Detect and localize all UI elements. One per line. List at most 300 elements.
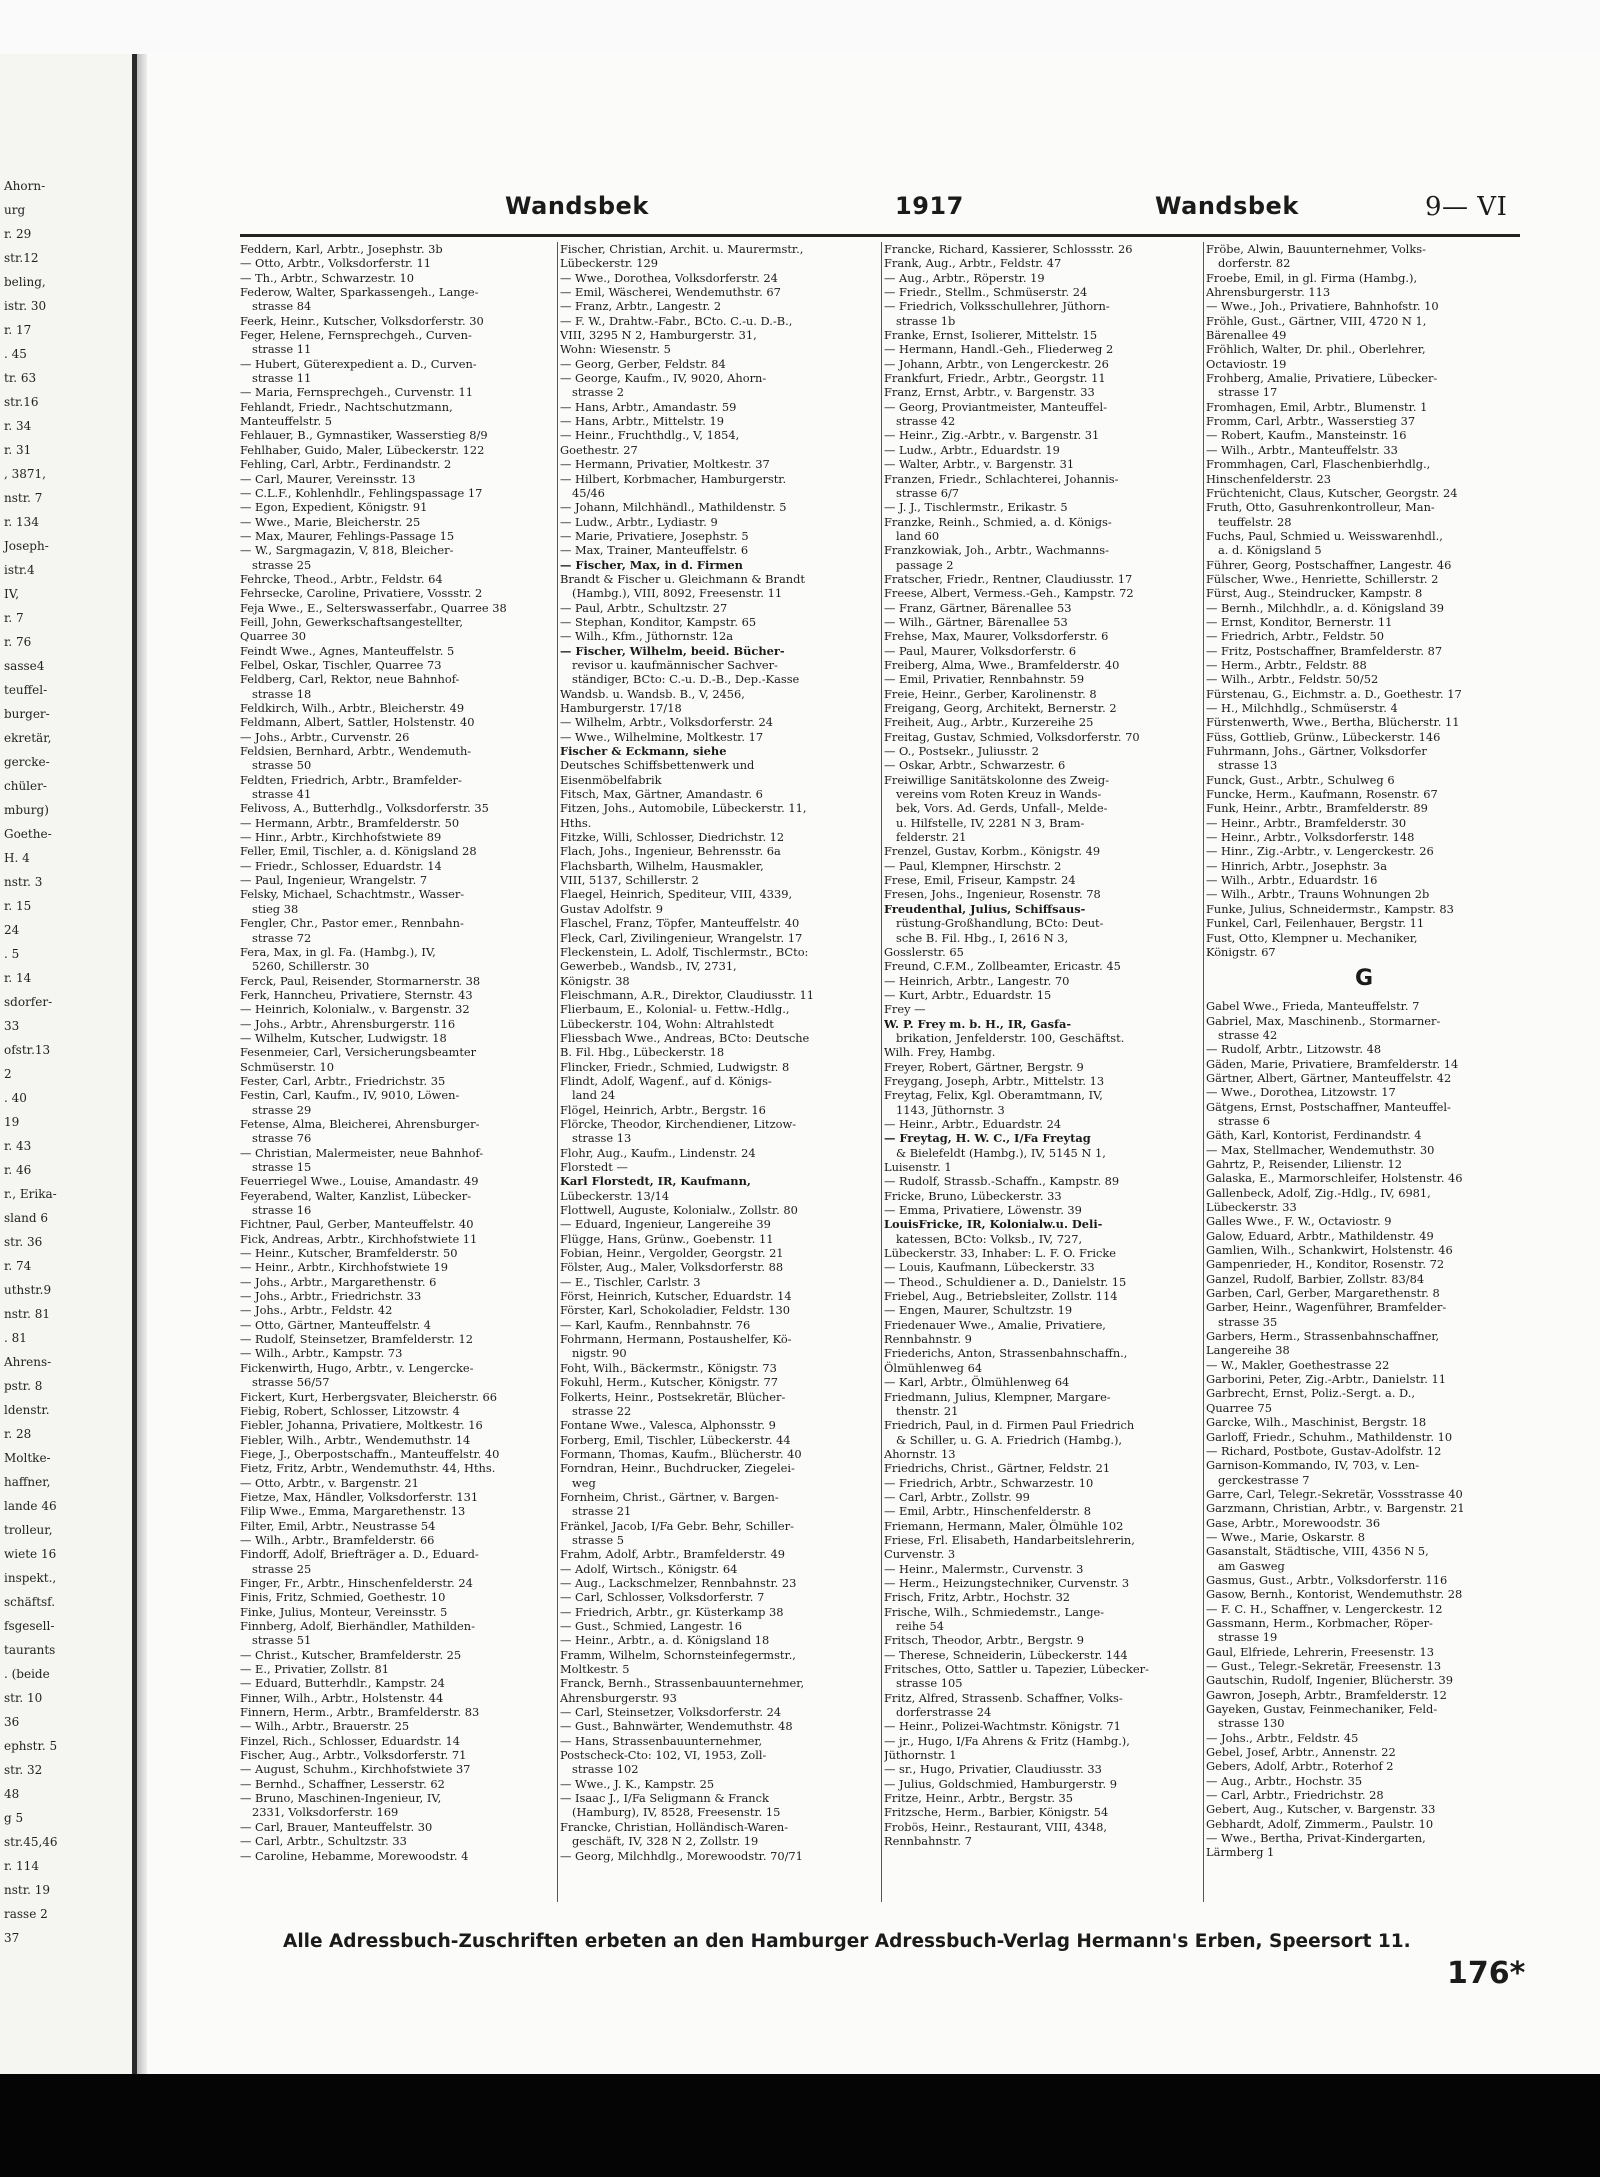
directory-column-1: [240, 242, 554, 1902]
edge-text-fragment: 24: [4, 923, 20, 937]
directory-entry-line: Garben, Carl, Gerber, Margarethenstr. 8: [1206, 1286, 1440, 1301]
directory-entry-line: — Carl, Schlosser, Volksdorferstr. 7: [560, 1590, 765, 1605]
directory-entry-line: — Heinr., Arbtr., Eduardstr. 24: [884, 1116, 1062, 1131]
edge-text-fragment: rasse 2: [4, 1907, 48, 1921]
directory-entry-line: revisor u. kaufmännischer Sachver-: [572, 657, 778, 672]
directory-entry-line: Octaviostr. 19: [1206, 356, 1287, 371]
edge-text-fragment: str. 32: [4, 1763, 43, 1777]
directory-entry-line: — Wilh., Arbtr., Trauns Wohnungen 2b: [1206, 887, 1430, 902]
directory-entry-line: Feldten, Friedrich, Arbtr., Bramfelder-: [240, 772, 462, 787]
directory-entry-line: Freudenthal, Julius, Schiffsaus-: [884, 901, 1086, 916]
directory-entry-line: — Eduard, Butterhdlr., Kampstr. 24: [240, 1676, 445, 1691]
directory-entry-line: — Gust., Schmied, Langestr. 16: [560, 1619, 743, 1633]
directory-entry-line: Gärtner, Albert, Gärtner, Manteuffelstr. 42: [1206, 1070, 1452, 1085]
directory-entry-line: Fischer, Aug., Arbtr., Volksdorferstr. 71: [240, 1748, 467, 1763]
directory-entry-line: — Carl, Maurer, Vereinsstr. 13: [240, 471, 416, 486]
directory-entry-line: Fratscher, Friedr., Rentner, Claudiusstr. 17: [884, 571, 1133, 586]
directory-entry-line: — Paul, Klempner, Hirschstr. 2: [884, 858, 1062, 873]
directory-entry-line: Fitzke, Willi, Schlosser, Diedrichstr. 12: [560, 830, 785, 845]
directory-entry-line: Friebel, Aug., Betriebsleiter, Zollstr. 114: [884, 1289, 1118, 1304]
directory-entry-line: Lübeckerstr. 129: [560, 256, 658, 271]
directory-entry-line: Ferck, Paul, Reisender, Stormarnerstr. 38: [240, 973, 481, 988]
directory-entry-line: Gebers, Adolf, Arbtr., Roterhof 2: [1206, 1759, 1394, 1774]
edge-text-fragment: teuffel-: [4, 683, 48, 697]
directory-entry-line: — Herm., Arbtr., Feldstr. 88: [1206, 657, 1367, 672]
directory-entry-line: Gasanstalt, Städtische, VIII, 4356 N 5,: [1206, 1544, 1429, 1559]
directory-entry-line: VIII, 3295 N 2, Hamburgerstr. 31,: [560, 328, 757, 343]
edge-text-fragment: Moltke-: [4, 1451, 51, 1465]
edge-text-fragment: 36: [4, 1715, 20, 1729]
directory-entry-line: bek, Vors. Ad. Gerds, Unfall-, Melde-: [896, 801, 1108, 816]
edge-text-fragment: r. 46: [4, 1163, 32, 1177]
directory-entry-line: Fülscher, Wwe., Henriette, Schillerstr. 2: [1206, 571, 1439, 586]
edge-text-fragment: r. 17: [4, 323, 32, 337]
directory-entry-line: — Heinr., Polizei-Wachtmstr. Königstr. 71: [884, 1719, 1121, 1734]
directory-entry-line: Brandt & Fischer u. Gleichmann & Brandt: [560, 571, 805, 586]
directory-entry-line: — Johs., Arbtr., Feldstr. 45: [1206, 1730, 1359, 1745]
directory-entry-line: — Engen, Maurer, Schultzstr. 19: [884, 1303, 1073, 1318]
directory-entry-line: Quarree 75: [1206, 1400, 1272, 1415]
directory-entry-line: — Rudolf, Steinsetzer, Bramfelderstr. 12: [240, 1332, 474, 1347]
directory-entry-line: Fiebler, Johanna, Privatiere, Moltkestr. 16: [240, 1418, 483, 1433]
directory-entry-line: am Gasweg: [1218, 1558, 1285, 1573]
directory-entry-line: — Adolf, Wirtsch., Königstr. 64: [560, 1561, 738, 1576]
directory-entry-line: — Karl, Arbtr., Ölmühlenweg 64: [884, 1375, 1070, 1390]
directory-entry-line: Finger, Fr., Arbtr., Hinschenfelderstr. 24: [240, 1575, 473, 1590]
directory-entry-line: Gabriel, Max, Maschinenb., Stormarner-: [1206, 1013, 1441, 1028]
directory-entry-line: stieg 38: [252, 901, 299, 916]
directory-entry-line: Lübeckerstr. 33: [1206, 1200, 1297, 1214]
directory-entry-line: Frohberg, Amalie, Privatiere, Lübecker-: [1206, 371, 1438, 386]
directory-entry-line: Finner, Wilh., Arbtr., Holstenstr. 44: [240, 1690, 444, 1705]
directory-entry-line: Fera, Max, in gl. Fa. (Hambg.), IV,: [240, 944, 436, 959]
column-divider: [881, 242, 882, 1902]
directory-entry-line: Felsky, Michael, Schachtmstr., Wasser-: [240, 887, 465, 902]
directory-entry-line: Fromhagen, Emil, Arbtr., Blumenstr. 1: [1206, 399, 1428, 414]
directory-entry-line: — Wwe., Dorothea, Litzowstr. 17: [1206, 1085, 1396, 1100]
directory-entry-line: — Hinrich, Arbtr., Josephstr. 3a: [1206, 858, 1388, 873]
edge-text-fragment: istr. 30: [4, 299, 47, 313]
directory-entry-line: — F. W., Drahtw.-Fabr., BCto. C.-u. D.-B.,: [560, 313, 793, 328]
directory-entry-line: — Franz, Gärtner, Bärenallee 53: [884, 600, 1072, 615]
directory-entry-line: Franz, Ernst, Arbtr., v. Bargenstr. 33: [884, 385, 1095, 400]
edge-text-fragment: lande 46: [4, 1499, 57, 1513]
directory-entry-line: Flörcke, Theodor, Kirchendiener, Litzow-: [560, 1116, 797, 1131]
directory-entry-line: — Friedrich, Arbtr., Feldstr. 50: [1206, 629, 1384, 644]
edge-text-fragment: schäftsf.: [4, 1595, 56, 1609]
directory-entry-line: sche B. Fil. Hbg., I, 2616 N 3,: [896, 930, 1069, 945]
directory-entry-line: strasse 84: [252, 299, 312, 314]
directory-entry-line: Gassmann, Herm., Korbmacher, Röper-: [1206, 1615, 1433, 1630]
edge-text-fragment: ekretär,: [4, 731, 52, 745]
directory-entry-line: — O., Postsekr., Juliusstr. 2: [884, 744, 1040, 759]
directory-entry-line: Feddern, Karl, Arbtr., Josephstr. 3b: [240, 242, 443, 256]
directory-entry-line: Fohrmann, Hermann, Postaushelfer, Kö-: [560, 1332, 792, 1347]
directory-entry-line: Feldkirch, Wilh., Arbtr., Bleicherstr. 49: [240, 701, 465, 715]
directory-entry-line: — Heinr., Zig.-Arbtr., v. Bargenstr. 31: [884, 428, 1100, 443]
edge-text-fragment: ldenstr.: [4, 1403, 50, 1417]
directory-entry-line: Frank, Aug., Arbtr., Feldstr. 47: [884, 256, 1062, 271]
edge-text-fragment: r. 31: [4, 443, 32, 457]
directory-entry-line: Gabel Wwe., Frieda, Manteuffelstr. 7: [1206, 999, 1420, 1014]
scan-top-margin: [0, 0, 1600, 54]
directory-entry-line: strasse 72: [252, 930, 312, 945]
directory-entry-line: Fiebig, Robert, Schlosser, Litzowstr. 4: [240, 1403, 460, 1418]
edge-text-fragment: str.12: [4, 251, 39, 265]
directory-entry-line: — Heinrich, Arbtr., Langestr. 70: [884, 973, 1070, 988]
directory-entry-line: — Aug., Arbtr., Hochstr. 35: [1206, 1773, 1363, 1788]
directory-entry-line: dorferstrasse 24: [896, 1705, 992, 1720]
directory-entry-line: Fehlandt, Friedr., Nachtschutzmann,: [240, 399, 453, 414]
directory-entry-line: — Rudolf, Strassb.-Schaffn., Kampstr. 89: [884, 1174, 1120, 1189]
edge-text-fragment: . 5: [4, 947, 20, 961]
directory-entry-line: Flügge, Hans, Grünw., Goebenstr. 11: [560, 1231, 774, 1246]
directory-entry-line: — Aug., Lackschmelzer, Rennbahnstr. 23: [560, 1575, 797, 1590]
edge-text-fragment: mburg): [4, 803, 49, 817]
directory-entry-line: Frisch, Fritz, Arbtr., Hochstr. 32: [884, 1590, 1071, 1605]
directory-entry-line: Königstr. 67: [1206, 944, 1276, 959]
directory-entry-line: Fischer & Eckmann, siehe: [560, 744, 727, 759]
directory-entry-line: strasse 13: [572, 1131, 632, 1146]
directory-entry-line: Gahrtz, P., Reisender, Lilienstr. 12: [1206, 1156, 1402, 1171]
directory-entry-line: Friederichs, Anton, Strassenbahnschaffn.,: [884, 1346, 1128, 1361]
edge-text-fragment: taurants: [4, 1643, 56, 1657]
directory-entry-line: Galles Wwe., F. W., Octaviostr. 9: [1206, 1214, 1392, 1229]
directory-entry-line: Froebe, Emil, in gl. Firma (Hambg.),: [1206, 270, 1418, 285]
directory-entry-line: — Maria, Fernsprechgeh., Curvenstr. 11: [240, 385, 474, 400]
directory-entry-line: Federow, Walter, Sparkassengeh., Lange-: [240, 285, 479, 300]
directory-entry-line: — sr., Hugo, Privatier, Claudiusstr. 33: [884, 1762, 1102, 1777]
directory-entry-line: — Georg, Proviantmeister, Manteuffel-: [884, 399, 1107, 414]
edge-text-fragment: pstr. 8: [4, 1379, 43, 1393]
directory-entry-line: Gäth, Karl, Kontorist, Ferdinandstr. 4: [1206, 1128, 1422, 1143]
directory-entry-line: reihe 54: [896, 1619, 945, 1633]
directory-entry-line: felderstr. 21: [896, 830, 967, 845]
directory-entry-line: — Emil, Wäscherei, Wendemuthstr. 67: [560, 285, 781, 300]
directory-entry-line: Fontane Wwe., Valesca, Alphonsstr. 9: [560, 1418, 776, 1433]
directory-entry-line: geschäft, IV, 328 N 2, Zollstr. 19: [572, 1834, 759, 1849]
directory-entry-line: Gäden, Marie, Privatiere, Bramfelderstr. 14: [1206, 1056, 1459, 1071]
directory-entry-line: Feger, Helene, Fernsprechgeh., Curven-: [240, 328, 472, 343]
directory-entry-line: — Aug., Arbtr., Röperstr. 19: [884, 270, 1045, 285]
directory-entry-line: & Bielefeldt (Hambg.), IV, 5145 N 1,: [896, 1145, 1106, 1160]
directory-entry-line: strasse 41: [252, 787, 312, 802]
directory-entry-line: Gautschin, Rudolf, Ingenier, Blücherstr. 39: [1206, 1673, 1453, 1688]
directory-entry-line: Finnern, Herm., Arbtr., Bramfelderstr. 83: [240, 1705, 480, 1720]
directory-entry-line: Frey —: [884, 1002, 926, 1017]
edge-text-fragment: Ahrens-: [4, 1355, 52, 1369]
directory-entry-line: strasse 76: [252, 1131, 312, 1146]
directory-entry-line: — Johs., Arbtr., Friedrichstr. 33: [240, 1289, 422, 1304]
directory-entry-line: Ölmühlenweg 64: [884, 1360, 983, 1375]
directory-entry-line: — Friedrich, Arbtr., gr. Küsterkamp 38: [560, 1604, 784, 1619]
directory-entry-line: Friedrichs, Christ., Gärtner, Feldstr. 21: [884, 1461, 1111, 1476]
directory-entry-line: strasse 29: [252, 1102, 312, 1117]
directory-entry-line: Ganzel, Rudolf, Barbier, Zollstr. 83/84: [1206, 1271, 1425, 1286]
directory-entry-line: Fiebler, Wilh., Arbtr., Wendemuthstr. 14: [240, 1432, 471, 1447]
directory-entry-line: strasse 25: [252, 1561, 312, 1576]
directory-entry-line: Forndran, Heinr., Buchdrucker, Ziegelei-: [560, 1461, 795, 1476]
directory-entry-line: Fleckenstein, L. Adolf, Tischlermstr., BCto:: [560, 944, 809, 959]
directory-entry-line: strasse 105: [896, 1676, 963, 1691]
directory-entry-line: nigstr. 90: [572, 1346, 627, 1361]
directory-entry-line: Fröhlich, Walter, Dr. phil., Oberlehrer,: [1206, 342, 1426, 357]
directory-entry-line: — J. J., Tischlermstr., Erikastr. 5: [884, 500, 1068, 515]
directory-entry-line: — Wwe., J. K., Kampstr. 25: [560, 1776, 715, 1791]
edge-text-fragment: chüler-: [4, 779, 47, 793]
directory-entry-line: passage 2: [896, 557, 954, 572]
directory-entry-line: Feldmann, Albert, Sattler, Holstenstr. 40: [240, 715, 475, 730]
edge-text-fragment: r. 28: [4, 1427, 32, 1441]
edge-text-fragment: 2: [4, 1067, 12, 1081]
edge-text-fragment: 33: [4, 1019, 20, 1033]
directory-entry-line: B. Fil. Hbg., Lübeckerstr. 18: [560, 1045, 725, 1060]
directory-entry-line: — Ludw., Arbtr., Eduardstr. 19: [884, 442, 1060, 457]
directory-entry-line: — Carl, Arbtr., Schultzstr. 33: [240, 1834, 407, 1849]
header-left-place: Wandsbek: [505, 192, 649, 220]
directory-entry-line: — Wilh., Arbtr., Feldstr. 50/52: [1206, 672, 1379, 687]
edge-text-fragment: r. 74: [4, 1259, 32, 1273]
directory-entry-line: — Rudolf, Arbtr., Litzowstr. 48: [1206, 1042, 1382, 1057]
directory-entry-line: Königstr. 38: [560, 973, 630, 988]
directory-entry-line: Franzke, Reinh., Schmied, a. d. Königs-: [884, 514, 1112, 529]
directory-entry-line: Hths.: [560, 815, 592, 830]
directory-entry-line: — F. C. H., Schaffner, v. Lengerckestr. 12: [1206, 1601, 1443, 1616]
directory-entry-line: strasse 51: [252, 1633, 312, 1648]
edge-text-fragment: r. 34: [4, 419, 32, 433]
directory-entry-line: — Hubert, Güterexpedient a. D., Curven-: [240, 356, 477, 371]
directory-entry-line: Fiege, J., Oberpostschaffn., Manteuffelstr. 40: [240, 1446, 500, 1461]
directory-entry-line: Freygang, Joseph, Arbtr., Mittelstr. 13: [884, 1073, 1105, 1088]
directory-entry-line: Lübeckerstr. 13/14: [560, 1188, 670, 1203]
edge-text-fragment: , 3871,: [4, 467, 46, 481]
directory-entry-line: Hamburgerstr. 17/18: [560, 701, 682, 715]
directory-entry-line: — Heinr., Arbtr., Volksdorferstr. 148: [1206, 830, 1415, 845]
directory-entry-line: strasse 130: [1218, 1716, 1285, 1731]
edge-text-fragment: haffner,: [4, 1475, 51, 1489]
directory-entry-line: — Theod., Schuldiener a. D., Danielstr. 15: [884, 1274, 1127, 1289]
directory-entry-line: — Wilh., Arbtr., Brauerstr. 25: [240, 1719, 410, 1734]
directory-entry-line: Garre, Carl, Telegr.-Sekretär, Vossstrasse 40: [1206, 1486, 1463, 1501]
directory-entry-line: Fröbe, Alwin, Bauunternehmer, Volks-: [1206, 242, 1426, 256]
directory-entry-line: — E., Tischler, Carlstr. 3: [560, 1274, 701, 1289]
directory-entry-line: — Wilh., Arbtr., Manteuffelstr. 33: [1206, 442, 1398, 457]
directory-entry-line: — Walter, Arbtr., v. Bargenstr. 31: [884, 457, 1075, 472]
directory-entry-line: — H., Milchhdlg., Schmüserstr. 4: [1206, 701, 1398, 715]
directory-entry-line: — Th., Arbtr., Schwarzestr. 10: [240, 270, 414, 285]
directory-entry-line: Frommhagen, Carl, Flaschenbierhdlg.,: [1206, 457, 1431, 472]
directory-entry-line: Gustav Adolfstr. 9: [560, 901, 664, 916]
edge-text-fragment: str. 36: [4, 1235, 43, 1249]
edge-text-fragment: istr.4: [4, 563, 35, 577]
directory-entry-line: strasse 35: [1218, 1314, 1278, 1329]
directory-entry-line: Flincker, Friedr., Schmied, Ludwigstr. 8: [560, 1059, 790, 1074]
previous-page-edge: [0, 54, 137, 2074]
directory-entry-line: Fitzen, Johs., Automobile, Lübeckerstr. 11,: [560, 801, 807, 816]
directory-entry-line: Flierbaum, E., Kolonial- u. Fettw.-Hdlg.,: [560, 1002, 790, 1017]
directory-entry-line: — Carl, Arbtr., Friedrichstr. 28: [1206, 1788, 1384, 1803]
directory-entry-line: — Paul, Maurer, Volksdorferstr. 6: [884, 643, 1077, 658]
directory-entry-line: Fischer, Christian, Archit. u. Maurermstr.,: [560, 242, 804, 256]
directory-entry-line: Fleischmann, A.R., Direktor, Claudiusstr. 11: [560, 987, 814, 1002]
directory-entry-line: Gebhardt, Adolf, Zimmerm., Paulstr. 10: [1206, 1816, 1434, 1831]
directory-entry-line: — Wwe., Bertha, Privat-Kindergarten,: [1206, 1831, 1426, 1846]
directory-entry-line: — Carl, Brauer, Manteuffelstr. 30: [240, 1819, 433, 1834]
edge-text-fragment: g 5: [4, 1811, 24, 1825]
directory-entry-line: Flottwell, Auguste, Kolonialw., Zollstr. 80: [560, 1203, 798, 1218]
directory-entry-line: Flaschel, Franz, Töpfer, Manteuffelstr. 40: [560, 916, 800, 931]
directory-entry-line: — Hans, Strassenbauunternehmer,: [560, 1733, 763, 1748]
edge-text-fragment: . (beide: [4, 1667, 50, 1681]
edge-text-fragment: nstr. 81: [4, 1307, 51, 1321]
directory-entry-line: Fritsches, Otto, Sattler u. Tapezier, Lübecker-: [884, 1662, 1149, 1677]
edge-text-fragment: inspekt.,: [4, 1571, 57, 1585]
directory-entry-line: — Wwe., Dorothea, Volksdorferstr. 24: [560, 270, 778, 285]
directory-entry-line: Friedenauer Wwe., Amalie, Privatiere,: [884, 1317, 1106, 1332]
edge-text-fragment: beling,: [4, 275, 46, 289]
header-rule: [240, 234, 1520, 237]
directory-entry-line: Fritsch, Theodor, Arbtr., Bergstr. 9: [884, 1633, 1085, 1648]
directory-entry-line: — Otto, Arbtr., Volksdorferstr. 11: [240, 256, 431, 271]
directory-entry-line: Friedrich, Paul, in d. Firmen Paul Friedrich: [884, 1418, 1135, 1433]
scan-bottom-margin: [0, 2074, 1600, 2177]
directory-entry-line: strasse 6/7: [896, 485, 960, 500]
directory-entry-line: — Heinr., Arbtr., Kirchhofstwiete 19: [240, 1260, 449, 1275]
directory-entry-line: — Heinr., Arbtr., a. d. Königsland 18: [560, 1633, 770, 1648]
directory-entry-line: Fromm, Carl, Arbtr., Wasserstieg 37: [1206, 414, 1416, 429]
edge-text-fragment: H. 4: [4, 851, 30, 865]
directory-entry-line: strasse 102: [572, 1762, 639, 1777]
directory-entry-line: — Bernh., Milchhdlr., a. d. Königsland 39: [1206, 600, 1445, 615]
directory-entry-line: Finnberg, Adolf, Bierhändler, Mathilden-: [240, 1619, 475, 1633]
directory-entry-line: W. P. Frey m. b. H., IR, Gasfa-: [884, 1016, 1072, 1031]
directory-entry-line: Filip Wwe., Emma, Margarethenstr. 13: [240, 1504, 466, 1519]
directory-entry-line: — Heinr., Kutscher, Bramfelderstr. 50: [240, 1246, 458, 1261]
directory-entry-line: Freytag, Felix, Kgl. Oberamtmann, IV,: [884, 1088, 1103, 1103]
directory-entry-line: Fobian, Heinr., Vergolder, Georgstr. 21: [560, 1246, 784, 1261]
directory-entry-line: strasse 13: [1218, 758, 1278, 773]
directory-entry-line: Garloff, Friedr., Schuhm., Mathildenstr. 10: [1206, 1429, 1453, 1444]
directory-entry-line: — Ludw., Arbtr., Lydiastr. 9: [560, 514, 718, 529]
directory-entry-line: strasse 1b: [896, 313, 956, 328]
directory-entry-line: Florstedt —: [560, 1160, 628, 1174]
directory-entry-line: Feller, Emil, Tischler, a. d. Königsland 28: [240, 844, 477, 859]
directory-entry-line: Garborini, Peter, Zig.-Arbtr., Danielstr. 11: [1206, 1372, 1446, 1387]
directory-entry-line: — Hinr., Arbtr., Kirchhofstwiete 89: [240, 830, 442, 845]
directory-entry-line: — Kurt, Arbtr., Eduardstr. 15: [884, 987, 1052, 1002]
directory-entry-line: — Wwe., Joh., Privatiere, Bahnhofstr. 10: [1206, 299, 1439, 314]
directory-entry-line: — Therese, Schneiderin, Lübeckerstr. 144: [884, 1647, 1128, 1662]
directory-entry-line: strasse 42: [896, 414, 956, 429]
edge-text-fragment: IV,: [4, 587, 20, 601]
directory-entry-line: Bärenallee 49: [1206, 328, 1287, 343]
directory-entry-line: — Hinr., Zig.-Arbtr., v. Lengerckestr. 26: [1206, 844, 1434, 859]
directory-entry-line: Fichtner, Paul, Gerber, Manteuffelstr. 40: [240, 1217, 474, 1232]
directory-entry-line: — Stephan, Konditor, Kampstr. 65: [560, 614, 757, 629]
edge-text-fragment: urg: [4, 203, 26, 217]
directory-entry-line: Wilh. Frey, Hambg.: [884, 1045, 996, 1060]
directory-entry-line: — Gust., Bahnwärter, Wendemuthstr. 48: [560, 1719, 793, 1734]
directory-entry-line: — Oskar, Arbtr., Schwarzestr. 6: [884, 758, 1066, 773]
directory-entry-line: — jr., Hugo, I/Fa Ahrens & Fritz (Hambg.),: [884, 1733, 1130, 1748]
directory-entry-line: — Freytag, H. W. C., I/Fa Freytag: [884, 1131, 1091, 1146]
directory-entry-line: Förster, Karl, Schokoladier, Feldstr. 130: [560, 1303, 791, 1318]
directory-entry-line: Gase, Arbtr., Morewoodstr. 36: [1206, 1515, 1381, 1530]
directory-entry-line: Garzmann, Christian, Arbtr., v. Bargenstr. 21: [1206, 1501, 1465, 1516]
directory-entry-line: Fehrcke, Theod., Arbtr., Feldstr. 64: [240, 571, 443, 586]
directory-entry-line: Lärmberg 1: [1206, 1845, 1275, 1860]
directory-entry-line: — Isaac J., I/Fa Seligmann & Franck: [560, 1791, 769, 1806]
directory-entry-line: Ferk, Hanncheu, Privatiere, Sternstr. 43: [240, 987, 473, 1002]
column-divider: [557, 242, 558, 1902]
directory-entry-line: — Johann, Milchhändl., Mathildenstr. 5: [560, 500, 787, 515]
edge-text-fragment: . 45: [4, 347, 27, 361]
directory-entry-line: — Paul, Arbtr., Schultzstr. 27: [560, 600, 728, 615]
edge-text-fragment: r. 76: [4, 635, 32, 649]
directory-entry-line: — Johann, Arbtr., von Lengerckestr. 26: [884, 356, 1109, 371]
directory-entry-line: — Emil, Arbtr., Hinschenfelderstr. 8: [884, 1504, 1091, 1519]
directory-entry-line: Folkerts, Heinr., Postsekretär, Blücher-: [560, 1389, 786, 1404]
directory-entry-line: Feill, John, Gewerkschaftsangestellter,: [240, 614, 463, 629]
directory-entry-line: Garcke, Wilh., Maschinist, Bergstr. 18: [1206, 1415, 1427, 1430]
directory-entry-line: — Wwe., Marie, Bleicherstr. 25: [240, 514, 421, 529]
directory-entry-line: 1143, Jüthornstr. 3: [896, 1102, 1005, 1117]
directory-entry-line: Fust, Otto, Klempner u. Mechaniker,: [1206, 930, 1418, 945]
directory-entry-line: Festin, Carl, Kaufm., IV, 9010, Löwen-: [240, 1088, 460, 1103]
directory-entry-line: Früchtenicht, Claus, Kutscher, Georgstr. 24: [1206, 485, 1458, 500]
directory-entry-line: strasse 25: [252, 557, 312, 572]
directory-entry-line: Fickenwirth, Hugo, Arbtr., v. Lengercke-: [240, 1360, 474, 1375]
directory-entry-line: Freiwillige Sanitätskolonne des Zweig-: [884, 772, 1110, 787]
edge-text-fragment: burger-: [4, 707, 50, 721]
directory-entry-line: strasse 56/57: [252, 1375, 330, 1390]
directory-entry-line: Feldsien, Bernhard, Arbtr., Wendemuth-: [240, 744, 472, 759]
directory-entry-line: Galaska, E., Marmorschleifer, Holstenstr. 46: [1206, 1171, 1463, 1186]
edge-text-fragment: sasse4: [4, 659, 45, 673]
edge-text-fragment: r. 43: [4, 1139, 32, 1153]
directory-entry-line: strasse 50: [252, 758, 312, 773]
directory-entry-line: — Hermann, Privatier, Moltkestr. 37: [560, 457, 770, 472]
directory-entry-line: Filter, Emil, Arbtr., Neustrasse 54: [240, 1518, 436, 1533]
directory-entry-line: — Carl, Arbtr., Zollstr. 99: [884, 1489, 1030, 1504]
directory-entry-line: — Wwe., Marie, Oskarstr. 8: [1206, 1529, 1366, 1544]
directory-entry-line: — Franz, Arbtr., Langestr. 2: [560, 299, 722, 314]
directory-entry-line: — Caroline, Hebamme, Morewoodstr. 4: [240, 1848, 469, 1863]
directory-entry-line: Fritzsche, Herm., Barbier, Königstr. 54: [884, 1805, 1109, 1820]
directory-entry-line: Fehling, Carl, Arbtr., Ferdinandstr. 2: [240, 457, 452, 472]
directory-entry-line: Karl Florstedt, IR, Kaufmann,: [560, 1174, 751, 1189]
directory-entry-line: Ahornstr. 13: [884, 1446, 956, 1461]
directory-entry-line: — Wilh., Arbtr., Eduardstr. 16: [1206, 873, 1378, 888]
directory-entry-line: — W., Sargmagazin, V, 818, Bleicher-: [240, 543, 454, 558]
directory-column-4: [1206, 242, 1522, 1902]
edge-text-fragment: r. 114: [4, 1859, 39, 1873]
directory-entry-line: — Wwe., Wilhelmine, Moltkestr. 17: [560, 729, 764, 744]
directory-entry-line: & Schiller, u. G. A. Friedrich (Hambg.),: [896, 1432, 1123, 1447]
directory-entry-line: Moltkestr. 5: [560, 1662, 630, 1677]
directory-entry-line: Hinschenfelderstr. 23: [1206, 471, 1331, 486]
directory-entry-line: land 60: [896, 528, 940, 543]
directory-entry-line: — Fischer, Wilhelm, beeid. Bücher-: [560, 643, 785, 658]
directory-entry-line: — Emil, Privatier, Rennbahnstr. 59: [884, 672, 1085, 687]
directory-entry-line: Fester, Carl, Arbtr., Friedrichstr. 35: [240, 1073, 446, 1088]
directory-entry-line: Fruth, Otto, Gasuhrenkontrolleur, Man-: [1206, 500, 1435, 515]
directory-entry-line: Garbrecht, Ernst, Poliz.-Sergt. a. D.,: [1206, 1386, 1416, 1401]
directory-entry-line: — Marie, Privatiere, Josephstr. 5: [560, 528, 749, 543]
directory-entry-line: Finis, Fritz, Schmied, Goethestr. 10: [240, 1590, 446, 1605]
directory-entry-line: Fürstenwerth, Wwe., Bertha, Blücherstr. 11: [1206, 715, 1460, 730]
edge-text-fragment: nstr. 19: [4, 1883, 51, 1897]
